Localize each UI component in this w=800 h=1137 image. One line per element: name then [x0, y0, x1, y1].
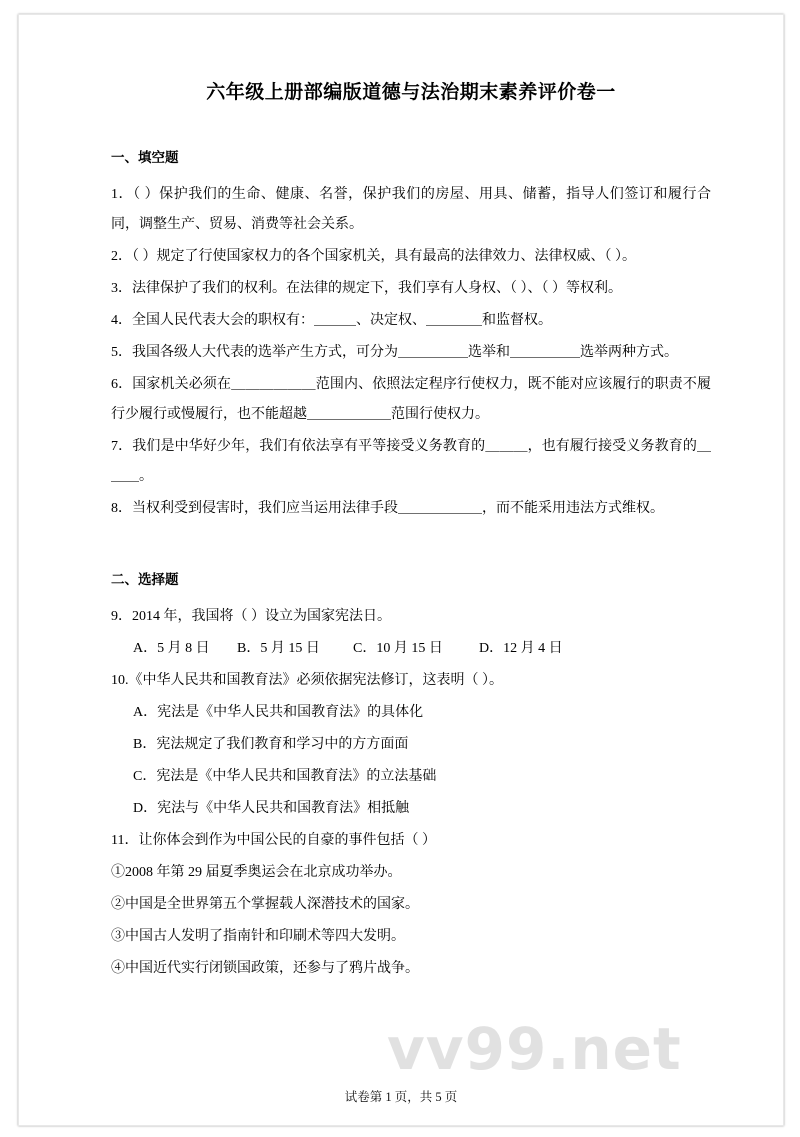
paper-sheet	[18, 14, 784, 1126]
question-9-option-d[interactable]: D．12 月 4 日	[479, 641, 563, 656]
question-9-option-c[interactable]: C．10 月 15 日	[353, 641, 443, 656]
question-5: 5．我国各级人大代表的选举产生方式，可分为＿＿＿＿＿选举和＿＿＿＿＿选举两种方式。	[111, 345, 678, 360]
question-11-item-4: ④中国近代实行闭锁国政策，还参与了鸦片战争。	[111, 961, 419, 976]
question-2: 2．（ ）规定了行使国家权力的各个国家机关，具有最高的法律效力、法律权威、（ ）。	[111, 249, 636, 264]
question-9-option-a[interactable]: A．5 月 8 日	[133, 641, 210, 656]
section-heading-fill-in-blank: 一、填空题	[111, 150, 179, 165]
question-11-item-1: ①2008 年第 29 届夏季奥运会在北京成功举办。	[111, 865, 402, 880]
question-11-item-2: ②中国是全世界第五个掌握载人深潜技术的国家。	[111, 897, 419, 912]
question-10-stem: 10.《中华人民共和国教育法》必须依据宪法修订，这表明（ ）。	[111, 673, 503, 688]
question-8: 8．当权利受到侵害时，我们应当运用法律手段＿＿＿＿＿＿，而不能采用违法方式维权。	[111, 501, 664, 516]
question-7: 7．我们是中华好少年，我们有依法享有平等接受义务教育的＿＿＿，也有履行接受义务教育的＿＿＿。	[111, 439, 711, 484]
question-9-stem: 9．2014 年，我国将（ ）设立为国家宪法日。	[111, 609, 391, 624]
page-footer: 试卷第 1 页，共 5 页	[344, 1090, 458, 1104]
question-9-option-b[interactable]: B．5 月 15 日	[237, 641, 320, 656]
question-10-option-a[interactable]: A．宪法是《中华人民共和国教育法》的具体化	[133, 705, 424, 720]
question-10-option-c[interactable]: C．宪法是《中华人民共和国教育法》的立法基础	[133, 769, 437, 784]
question-4: 4．全国人民代表大会的职权有：＿＿＿、决定权、＿＿＿＿和监督权。	[111, 313, 552, 328]
question-11-stem: 11．让你体会到作为中国公民的自豪的事件包括（ ）	[111, 833, 436, 848]
section-heading-multiple-choice: 二、选择题	[111, 572, 179, 587]
question-10-option-d[interactable]: D．宪法与《中华人民共和国教育法》相抵触	[133, 801, 410, 816]
question-3: 3．法律保护了我们的权利。在法律的规定下，我们享有人身权、（ ）、（ ）等权利。	[111, 281, 622, 296]
question-9-options	[111, 634, 711, 664]
question-1: 1．（ ）保护我们的生命、健康、名誉，保护我们的房屋、用具、储蓄，指导人们签订和履行合同，调整生产、贸易、消费等社会关系。	[111, 187, 711, 232]
watermark: vv99.net	[387, 1015, 682, 1083]
question-10-option-b[interactable]: B．宪法规定了我们教育和学习中的方方面面	[133, 737, 409, 752]
question-6: 6．国家机关必须在＿＿＿＿＿＿范围内、依照法定程序行使权力，既不能对应该履行的职责不履行少履行或慢履行，也不能超越＿＿＿＿＿＿范围行使权力。	[111, 377, 711, 422]
page-title: 六年级上册部编版道德与法治期末素养评价卷一	[206, 82, 616, 103]
question-11-item-3: ③中国古人发明了指南针和印刷术等四大发明。	[111, 929, 405, 944]
document-content	[111, 77, 711, 986]
